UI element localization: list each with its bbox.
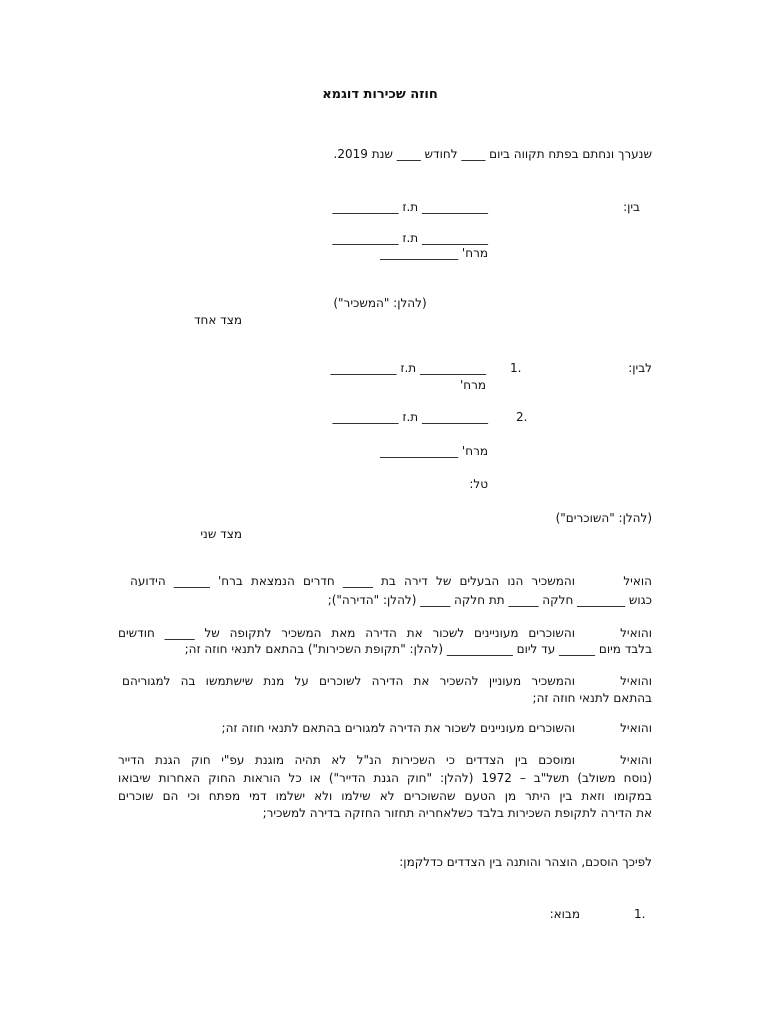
intro-line: שנערך ונחתם בפתח תקווה ביום ____ לחודש ____ שנת 2019. (333, 147, 652, 161)
landlord-address: מרח' _____________ (380, 246, 488, 260)
whereas-label: והואיל (620, 753, 652, 767)
tenant-2-address: מרח' _____________ (380, 444, 488, 458)
whereas-line: והשוכרים מעוניינים לשכור את הדירה מאת המשכיר לתקופה של _____ חודשים (118, 626, 575, 640)
landlord-id-line-1: ___________ ת.ז ___________ (332, 200, 488, 214)
section-1-number: 1. (634, 907, 646, 921)
whereas-line: בלבד מיום ______ עד ליום ___________ (להלן: "תקופת השכירות") בהתאם לתנאי חוזה זה; (184, 642, 652, 656)
whereas-line: והשוכרים מעוניינים לשכור את הדירה למגורים בהתאם לתנאי חוזה זה; (221, 721, 575, 735)
whereas-label: והואיל (620, 626, 652, 640)
tenant-1-id-line: ___________ ת.ז ___________ (330, 361, 486, 375)
tenant-1-number: 1. (510, 361, 522, 375)
whereas-line: כגוש ________ חלקה _____ תת חלקה _____ (להלן: "הדירה"); (327, 593, 652, 607)
whereas-line: במקומו וזאת בין היתר מן הטעם שהשוכרים לא שילמו ולא ישלמו דמי מפתח וכי הם שוכרים (118, 789, 652, 803)
landlord-id-line-2: ___________ ת.ז ___________ (332, 231, 488, 245)
tenant-2-id-line: ___________ ת.ז ___________ (332, 410, 488, 424)
tenant-party-side: מצד שני (200, 527, 242, 541)
landlord-hereinafter: (להלן: "המשכיר") (333, 296, 427, 310)
whereas-line: את הדירה לתקופת השכירות בלבד כשלאחריה תחזור החזקה בדירה למשכיר; (262, 806, 652, 820)
document-title: חוזה שכירות דוגמא (322, 87, 438, 102)
whereas-line: ומוסכם בין הצדדים כי השכירות הנ"ל לא תהיה מוגנת עפ"י חוק הגנת הדייר (118, 753, 575, 767)
whereas-line: והמשכיר הנו הבעלים של דירה בת _____ חדרים הנמצאת ברח' ______ הידועה (130, 574, 575, 588)
tenant-2-number: 2. (516, 410, 528, 424)
therefore-line: לפיכך הוסכם, הוצהר והותנה בין הצדדים כדלקמן: (399, 855, 652, 869)
tenant-hereinafter: (להלן: "השוכרים") (555, 511, 652, 525)
section-1-heading: מבוא: (549, 907, 580, 921)
tenant-phone: טל: (469, 477, 488, 491)
landlord-party-side: מצד אחד (193, 313, 242, 327)
tenant-1-address: מרח' (459, 378, 486, 392)
whereas-line: בהתאם לתנאי חוזה זה; (532, 691, 652, 705)
whereas-line: (נוסח משולב) תשל"ב – 1972 (להלן: "חוק הגנת הדייר") או כל הוראות החוק האחרות שיבואו (118, 771, 652, 785)
whereas-label: הואיל (623, 574, 652, 588)
whereas-label: והואיל (620, 721, 652, 735)
landlord-label: בין: (623, 200, 640, 214)
whereas-line: והמשכיר מעוניין להשכיר את הדירה לשוכרים על מנת שישתמשו בה למגוריהם (122, 674, 575, 688)
whereas-label: והואיל (620, 674, 652, 688)
tenant-label: לבין: (628, 361, 652, 375)
